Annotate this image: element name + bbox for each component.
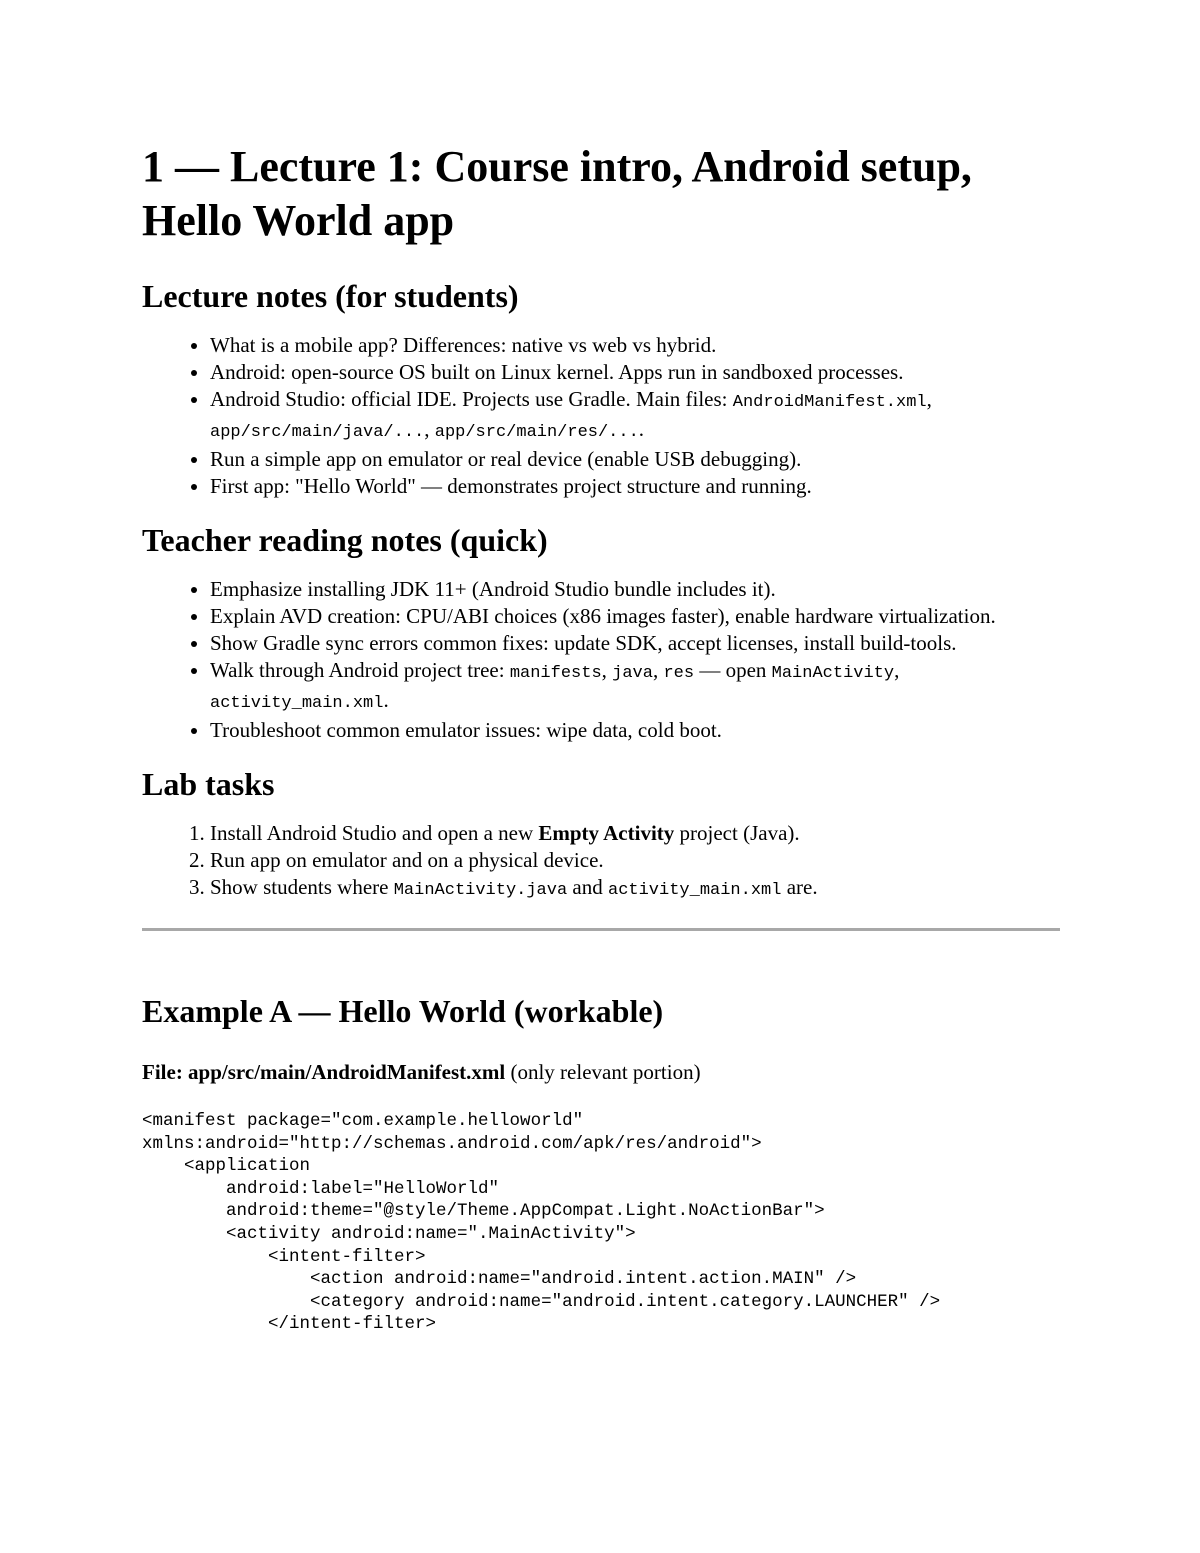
list-item <box>210 386 1060 446</box>
item-text: project (Java). <box>674 821 800 845</box>
list-item: • Emphasize installing JDK 11+ (Android Studio bundle includes it). <box>210 576 1060 603</box>
inline-code: app/src/main/java/... <box>210 423 425 442</box>
separator: , <box>926 387 932 411</box>
bold-text: Empty Activity <box>538 821 675 845</box>
lab-tasks-list <box>142 820 1060 904</box>
item-text: Android Studio: official IDE. Projects use Gradle. Main files: <box>210 387 733 411</box>
inline-code: MainActivity <box>771 664 895 683</box>
example-a-heading: Example A — Hello World (workable) <box>142 993 664 1029</box>
separator: , <box>894 658 900 682</box>
inline-code: java <box>612 664 653 683</box>
inline-code: MainActivity.java <box>393 881 568 900</box>
inline-code: AndroidManifest.xml <box>732 393 927 412</box>
example-a-section <box>142 991 1060 1336</box>
list-item <box>210 874 1060 904</box>
list-item: • Explain AVD creation: CPU/ABI choices (x86 images faster), enable hardware virtualization. <box>210 603 1060 630</box>
inline-code: activity_main.xml <box>210 694 384 713</box>
code-block: <manifest package="com.example.helloworld" xmlns:android="http://schemas.android.com/apk/res/android"> <application android:label="HelloWorld" android:theme="@style/Theme.AppCompat.Light.NoActionBar"> <activity android:name=".MainActivity"> <intent-filter> <action android:name="android.intent.action.MAIN" /> <category android:name="android.intent.category.LAUNCHER" /> </intent-filter> <box>142 1111 941 1335</box>
lecture-notes-list <box>142 332 1060 500</box>
inline-code: manifests <box>509 664 602 683</box>
list-item: • What is a mobile app? Differences: native vs web vs hybrid. <box>210 332 1060 359</box>
item-text: Walk through Android project tree: <box>210 658 510 682</box>
lecture-notes-heading: Lecture notes (for students) <box>142 278 519 314</box>
list-item: 2. Run app on emulator and on a physical device. <box>210 847 1060 874</box>
list-item: • Run a simple app on emulator or real device (enable USB debugging). <box>210 446 1060 473</box>
item-text: are. <box>781 875 818 899</box>
separator: , <box>652 658 664 682</box>
list-item: • Android: open-source OS built on Linux kernel. Apps run in sandboxed processes. <box>210 359 1060 386</box>
item-text: and <box>567 875 608 899</box>
file-caption <box>142 1059 1060 1086</box>
list-item: • First app: "Hello World" — demonstrates project structure and running. <box>210 473 1060 500</box>
item-text: Show students where <box>210 875 394 899</box>
teacher-notes-section <box>142 520 1060 744</box>
inline-code: activity_main.xml <box>608 881 782 900</box>
lecture-notes-section <box>142 276 1060 500</box>
item-text: Install Android Studio and open a new <box>210 821 539 845</box>
list-item: • Troubleshoot common emulator issues: wipe data, cold boot. <box>210 717 1060 744</box>
inline-code: app/src/main/res/... <box>434 423 639 442</box>
item-text: — open <box>694 658 772 682</box>
list-item <box>210 820 1060 847</box>
separator: , <box>601 658 613 682</box>
teacher-notes-heading: Teacher reading notes (quick) <box>142 522 548 558</box>
section-divider <box>142 928 1060 931</box>
teacher-notes-list <box>142 576 1060 744</box>
list-item <box>210 657 1060 717</box>
list-item: • Show Gradle sync errors common fixes: update SDK, accept licenses, install build-tools. <box>210 630 1060 657</box>
lab-tasks-heading: Lab tasks <box>142 766 275 802</box>
inline-code: res <box>663 664 695 683</box>
item-end: . <box>638 417 645 441</box>
lab-tasks-section <box>142 764 1060 904</box>
page-title: 1 — Lecture 1: Course intro, Android setup, Hello World app <box>142 142 972 245</box>
separator: , <box>424 417 435 441</box>
file-label: File: app/src/main/AndroidManifest.xml <box>142 1060 506 1084</box>
item-end: . <box>383 688 389 712</box>
file-note: (only relevant portion) <box>505 1060 701 1084</box>
